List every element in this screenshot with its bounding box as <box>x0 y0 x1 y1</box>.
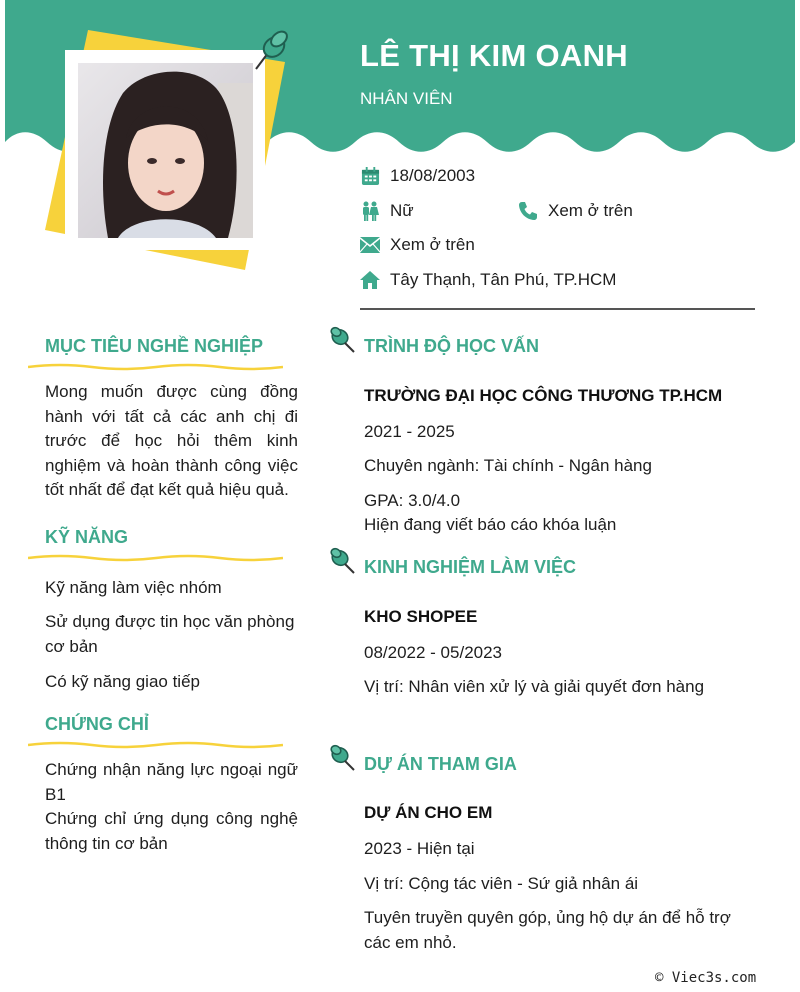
certificates-title: CHỨNG CHỈ <box>45 714 149 734</box>
skill-item: Có kỹ năng giao tiếp <box>45 672 200 691</box>
footer-credit: © Viec3s.com <box>655 970 757 986</box>
education-gpa: GPA: 3.0/4.0 <box>364 491 461 510</box>
pushpin-icon <box>330 744 356 772</box>
skill-item: Kỹ năng làm việc nhóm <box>45 578 222 597</box>
education-period: 2021 - 2025 <box>364 422 455 441</box>
contact-divider <box>360 308 755 310</box>
objective-title: MỤC TIÊU NGHỀ NGHIỆP <box>45 336 264 356</box>
pushpin-icon <box>330 326 356 354</box>
candidate-name: LÊ THỊ KIM OANH <box>360 38 628 73</box>
projects-title: DỰ ÁN THAM GIA <box>364 754 517 774</box>
objective-text: Mong muốn được cùng đồng hành với tất cả các anh chị đi trước để học hỏi thêm kinh nghiệm và hoàn thành công việc tốt nhất để đạt kết quả hiệu quả. <box>45 382 298 499</box>
project-name: DỰ ÁN CHO EM <box>364 803 493 822</box>
education-note: Hiện đang viết báo cáo khóa luận <box>364 515 617 534</box>
certificate-item: Chứng nhận năng lực ngoại ngữ B1 <box>45 760 298 804</box>
pushpin-icon <box>250 25 290 73</box>
calendar-icon <box>360 166 380 186</box>
education-title: TRÌNH ĐỘ HỌC VẤN <box>364 336 539 356</box>
skills-title: KỸ NĂNG <box>45 527 129 547</box>
certificates-underline <box>28 740 283 750</box>
experience-period: 08/2022 - 05/2023 <box>364 643 503 662</box>
experience-title: KINH NGHIỆM LÀM VIỆC <box>364 557 577 577</box>
email-value: Xem ở trên <box>390 235 475 254</box>
project-description: Tuyên truyền quyên góp, ủng hộ dự án để hỗ trợ các em nhỏ. <box>364 908 731 952</box>
gender-value: Nữ <box>390 201 414 220</box>
education-major: Chuyên ngành: Tài chính - Ngân hàng <box>364 456 652 475</box>
company-name: KHO SHOPEE <box>364 607 478 626</box>
candidate-role: NHÂN VIÊN <box>360 89 453 108</box>
email-icon <box>360 235 380 255</box>
phone-row <box>518 198 633 224</box>
pushpin-icon <box>330 547 356 575</box>
objective-underline <box>28 362 283 372</box>
avatar <box>78 63 253 238</box>
experience-position: Vị trí: Nhân viên xử lý và giải quyết đơn hàng <box>364 677 705 696</box>
address-row <box>360 267 616 293</box>
certificate-item: Chứng chỉ ứng dụng công nghệ thông tin cơ bản <box>45 809 298 853</box>
email-row <box>360 232 475 258</box>
project-period: 2023 - Hiện tại <box>364 839 475 858</box>
phone-icon <box>518 201 538 221</box>
birthday-row <box>360 163 475 189</box>
gender-icon <box>360 201 380 221</box>
skill-item: Sử dụng được tin học văn phòng cơ bản <box>45 612 295 656</box>
birthday-value: 18/08/2003 <box>390 166 476 185</box>
gender-row <box>360 198 414 224</box>
phone-value: Xem ở trên <box>548 201 633 220</box>
address-value: Tây Thạnh, Tân Phú, TP.HCM <box>390 270 617 289</box>
home-icon <box>360 270 380 290</box>
project-position: Vị trí: Cộng tác viên - Sứ giả nhân ái <box>364 874 639 893</box>
school-name: TRƯỜNG ĐẠI HỌC CÔNG THƯƠNG TP.HCM <box>364 386 723 405</box>
skills-underline <box>28 553 283 563</box>
